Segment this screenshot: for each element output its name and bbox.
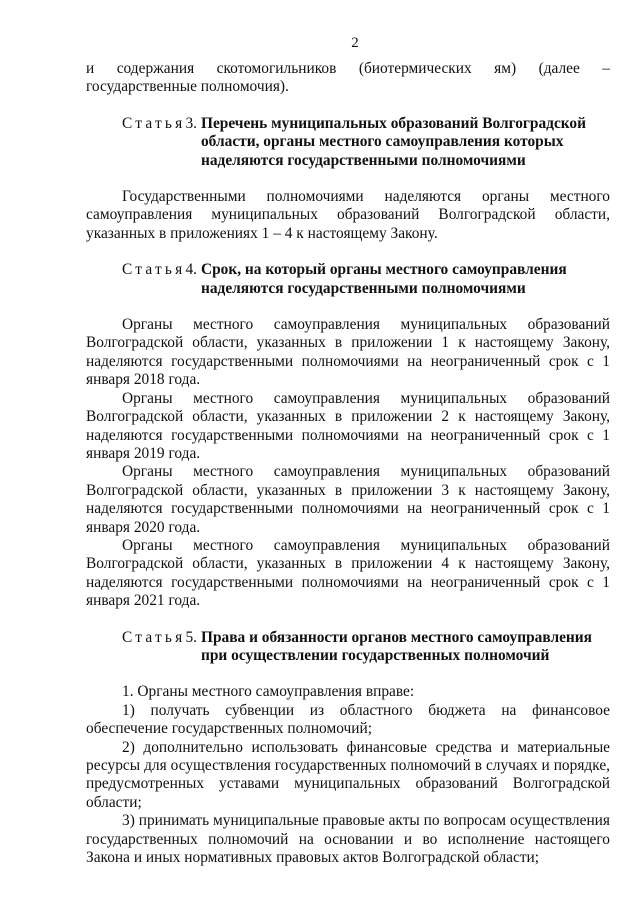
spacer [86, 243, 610, 261]
article-3-heading [122, 115, 610, 170]
article-5-title [201, 629, 610, 666]
article-5-paragraph: 3) принимать муниципальные правовые акты по вопросам осуществления государственных полномочий на основании и во исполнение настоящего Закона и иных нормативных правовых актов Волгоградской области; [86, 812, 610, 867]
article-4-paragraph: Органы местного самоуправления муниципальных образований Волгоградской области, указанных в приложении 3 к настоящему Закону, наделяются государственными полномочиями на неограниченный срок с 1 января 2020 года. [86, 463, 610, 536]
article-3-title-line: наделяются государственными полномочиями [200, 151, 526, 169]
article-3-title-line: области, органы местного самоуправления которых [200, 133, 564, 151]
article-4-label: Статья [122, 261, 186, 279]
article-5-number: 5. [185, 628, 197, 646]
article-4-paragraph: Органы местного самоуправления муниципальных образований Волгоградской области, указанных в приложении 1 к настоящему Закону, наделяются государственными полномочиями на неограниченный срок с 1 января 2018 года. [86, 316, 610, 389]
article-4-heading [122, 261, 610, 298]
spacer [86, 170, 610, 188]
article-5-title-line: Права и обязанности органов местного самоуправления [200, 628, 592, 646]
article-5-title-line: при осуществлении государственных полномочий [200, 646, 550, 664]
article-4-paragraph: Органы местного самоуправления муниципальных образований Волгоградской области, указанных в приложении 2 к настоящему Закону, наделяются государственными полномочиями на неограниченный срок с 1 января 2019 года. [86, 389, 610, 462]
article-3-title [201, 115, 610, 170]
article-4-title [201, 261, 610, 298]
spacer [86, 665, 610, 683]
spacer [86, 298, 610, 316]
intro-paragraph: и содержания скотомогильников (биотермических ям) (далее – государственные полномочия). [86, 60, 610, 96]
spacer [86, 97, 610, 115]
article-4-paragraph: Органы местного самоуправления муниципальных образований Волгоградской области, указанных в приложении 4 к настоящему Закону, наделяются государственными полномочиями на неограниченный срок с 1 января 2021 года. [86, 536, 610, 610]
page-number: 2 [351, 35, 359, 51]
article-5-paragraph: 2) дополнительно использовать финансовые средства и материальные ресурсы для осуществления государственных полномочий в случаях и порядке, предусмотренных уставами муниципальных образований Волгоградской области; [86, 738, 610, 811]
article-4-title-line: наделяются государственными полномочиями [200, 279, 526, 297]
article-5-paragraph: 1) получать субвенции из областного бюджета на финансовое обеспечение государственных полномочий; [86, 701, 610, 738]
article-3-label: Статья [122, 114, 186, 132]
spacer [86, 611, 610, 629]
article-3-title-line: Перечень муниципальных образований Волгоградской [200, 114, 586, 132]
article-5-label: Статья [122, 628, 186, 646]
article-4-number: 4. [185, 261, 197, 279]
article-5-paragraph: 1. Органы местного самоуправления вправе: [122, 683, 415, 701]
article-5-heading [122, 629, 610, 666]
article-3-body: Государственными полномочиями наделяются органы местного самоуправления муниципальных образований Волгоградской области, указанных в приложениях 1 – 4 к настоящему Закону. [86, 188, 610, 242]
article-3-number: 3. [185, 114, 197, 132]
article-4-title-line: Срок, на который органы местного самоуправления [200, 261, 567, 279]
